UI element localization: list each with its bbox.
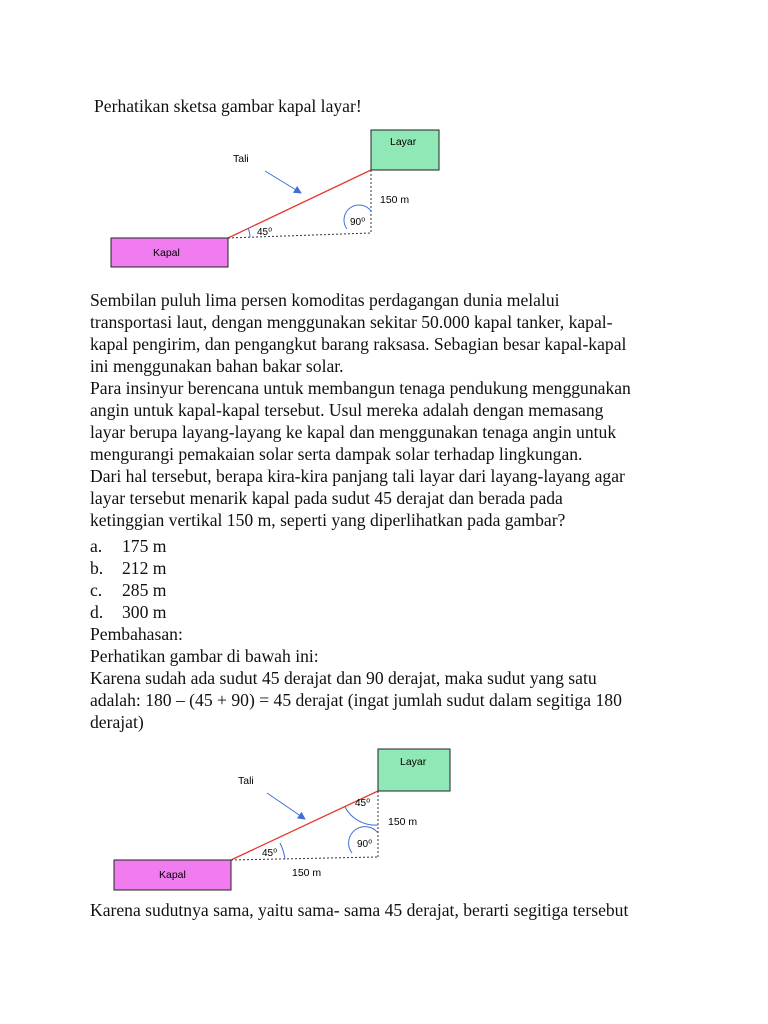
sail-label: Layar [400, 756, 427, 768]
paragraph-line: Dari hal tersebut, berapa kira-kira panjang tali layar dari layang-layang agar [90, 466, 625, 486]
angle-ship-label: 45⁰ [257, 227, 273, 238]
option-text: 212 m [122, 558, 167, 578]
rope-label: Tali [233, 153, 249, 165]
paragraph-line: ini menggunakan bahan bakar solar. [90, 356, 344, 376]
discussion-line: Perhatikan gambar di bawah ini: [90, 646, 319, 666]
discussion-line: derajat) [90, 712, 144, 732]
angle-right-label: 90⁰ [350, 217, 366, 228]
angle-arc-ship [248, 228, 250, 237]
rope-label: Tali [238, 775, 254, 787]
base-label: 150 m [292, 867, 322, 879]
paragraph-line: mengurangi pemakaian solar serta dampak solar terhadap lingkungan. [90, 444, 583, 464]
angle-ship-label: 45⁰ [262, 848, 278, 859]
option-letter: d. [90, 602, 104, 622]
ship-label: Kapal [159, 869, 186, 881]
paragraph-line: Para insinyur berencana untuk membangun tenaga pendukung menggunakan [90, 378, 631, 398]
discussion-heading: Pembahasan: [90, 624, 183, 644]
option-c [90, 579, 166, 601]
option-a [90, 535, 166, 557]
paragraph-line: angin untuk kapal-kapal tersebut. Usul mereka adalah dengan memasang [90, 400, 604, 420]
discussion-line: adalah: 180 – (45 + 90) = 45 derajat (ingat jumlah sudut dalam segitiga 180 [90, 690, 622, 710]
paragraph-line: kapal pengirim, dan pengangkut barang raksasa. Sebagian besar kapal-kapal [90, 334, 627, 354]
option-text: 300 m [122, 602, 167, 622]
intro-text: Perhatikan sketsa gambar kapal layar! [94, 96, 362, 116]
height-label: 150 m [380, 194, 410, 206]
final-line: Karena sudutnya sama, yaitu sama- sama 45 derajat, berarti segitiga tersebut [90, 900, 629, 920]
rope-arrow [265, 171, 301, 193]
rope-arrow [267, 793, 305, 819]
angle-arc-ship [280, 843, 285, 859]
paragraph-line: layar tersebut menarik kapal pada sudut 45 derajat dan berada pada [90, 488, 563, 508]
option-b [90, 557, 166, 579]
base-dashed-line [231, 857, 378, 860]
paragraph-line: Sembilan puluh lima persen komoditas perdagangan dunia melalui [90, 290, 560, 310]
angle-arc-top [345, 807, 378, 825]
option-letter: a. [90, 536, 103, 556]
sailboat-diagram-1 [0, 125, 768, 285]
angle-right-label: 90⁰ [357, 839, 373, 850]
sailboat-diagram-2 [0, 745, 768, 905]
height-label: 150 m [388, 816, 418, 828]
discussion-line: Karena sudah ada sudut 45 derajat dan 90 derajat, maka sudut yang satu [90, 668, 597, 688]
paragraph-line: transportasi laut, dengan menggunakan sekitar 50.000 kapal tanker, kapal- [90, 312, 613, 332]
option-text: 175 m [122, 536, 167, 556]
angle-top-label: 45⁰ [355, 798, 371, 809]
option-text: 285 m [122, 580, 167, 600]
sail-label: Layar [390, 136, 417, 148]
ship-label: Kapal [153, 247, 180, 259]
option-letter: c. [90, 580, 103, 600]
option-letter: b. [90, 558, 104, 578]
paragraph-line: ketinggian vertikal 150 m, seperti yang diperlihatkan pada gambar? [90, 510, 566, 530]
paragraph-line: layar berupa layang-layang ke kapal dan menggunakan tenaga angin untuk [90, 422, 617, 442]
option-d [90, 601, 166, 623]
